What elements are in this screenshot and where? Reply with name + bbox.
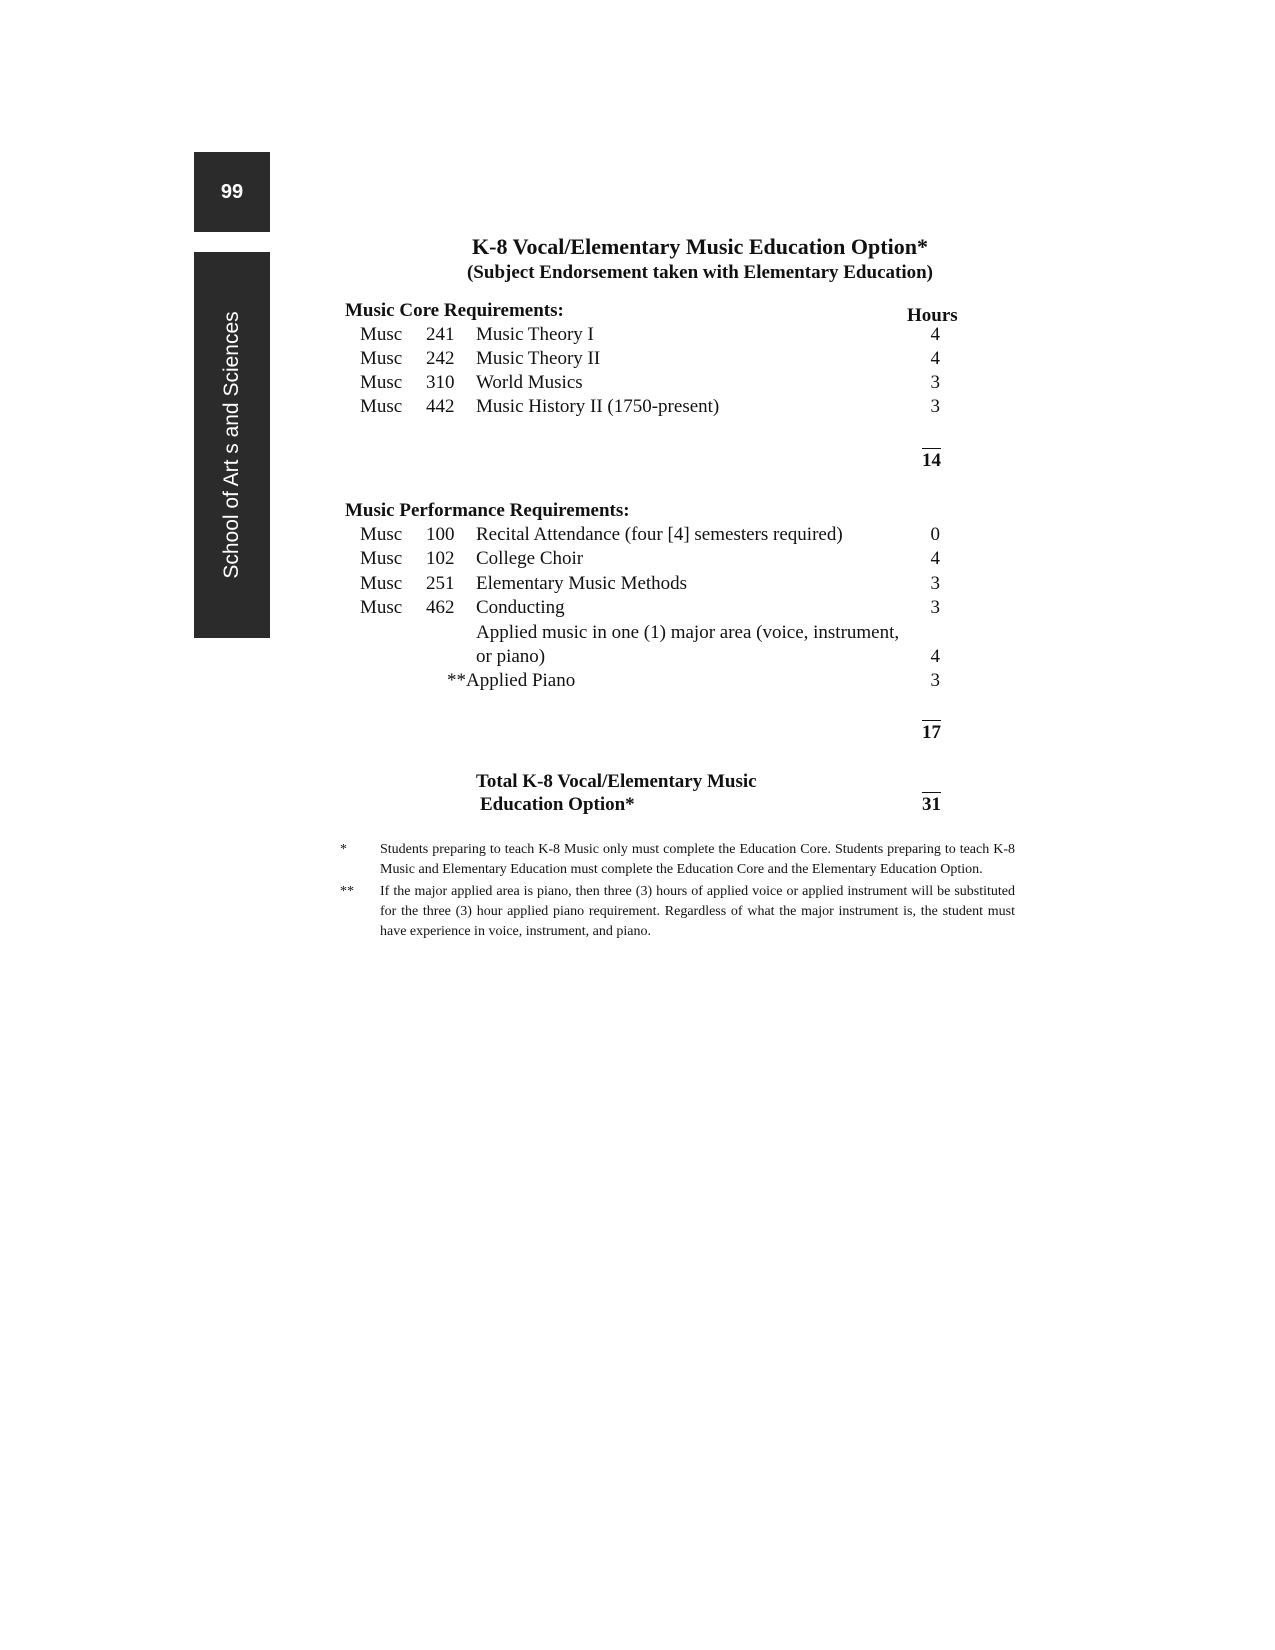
course-name: College Choir [476,548,584,569]
footnote-mark: * [340,842,347,857]
course-row [0,597,1275,621]
course-dept: Musc [360,573,403,594]
course-dept: Musc [360,372,403,393]
course-hours: 3 [930,573,940,594]
course-name: Elementary Music Methods [476,573,688,594]
hours-column-header: Hours [907,305,958,326]
course-number: 310 [426,372,455,393]
course-hours: 3 [930,597,940,618]
course-number: 242 [426,348,455,369]
course-dept: Musc [360,597,403,618]
core-subtotal: 14 [922,450,941,471]
course-dept: Musc [360,348,403,369]
course-dept: Musc [360,548,403,569]
course-dept: Musc [360,396,403,417]
applied-music-line2: or piano) [476,646,546,667]
course-row [0,348,1275,372]
page-title: K-8 Vocal/Elementary Music Education Option* [472,234,928,259]
applied-music-row [0,646,1275,670]
performance-subtotal: 17 [922,722,941,743]
footnote-text: If the major applied area is piano, then three (3) hours of applied voice or applied instrument will be substituted for the three (3) hour applied piano requirement. Regardless of what the major instrument is, the student must have experience in voice, instrument, and piano. [380,884,1015,939]
total-label [476,770,757,816]
applied-piano-row [0,670,1275,694]
footnote-mark: ** [340,884,354,899]
total-hours: 31 [922,794,941,815]
applied-music-hours: 4 [930,646,940,667]
course-number: 462 [426,597,455,618]
section-tab-label: School of Art s and Sciences [220,311,243,579]
course-number: 102 [426,548,455,569]
course-name: Music History II (1750-present) [476,396,720,417]
footnote [340,882,1015,942]
course-name: Recital Attendance (four [4] semesters required) [476,524,843,545]
footnote [340,840,1015,880]
course-hours: 4 [930,348,940,369]
total-label-line2: Education Option* [480,794,635,815]
footnote-text: Students preparing to teach K-8 Music only must complete the Education Core. Students preparing to teach K-8 Music and Elementary Education must complete the Education Core and the Elementary Education Option. [380,842,1015,877]
course-hours: 3 [930,372,940,393]
course-name: Conducting [476,597,565,618]
course-hours: 4 [930,548,940,569]
performance-section-title: Music Performance Requirements: [345,500,630,521]
course-name: World Musics [476,372,583,393]
page-number: 99 [194,152,270,232]
applied-music-line1: Applied music in one (1) major area (voice, instrument, [476,622,900,643]
total-label-line1: Total K-8 Vocal/Elementary Music [476,771,757,792]
course-hours: 3 [930,396,940,417]
course-row [0,324,1275,348]
course-number: 241 [426,324,455,345]
course-dept: Musc [360,524,403,545]
course-row [0,372,1275,396]
course-number: 442 [426,396,455,417]
applied-piano-name: **Applied Piano [447,670,576,691]
course-hours: 0 [930,524,940,545]
footnotes [340,840,1015,944]
applied-piano-hours: 3 [930,670,940,691]
page-subtitle: (Subject Endorsement taken with Elementary Education) [466,262,934,283]
course-name: Music Theory II [476,348,601,369]
course-number: 251 [426,573,455,594]
course-name: Music Theory I [476,324,594,345]
core-section-title: Music Core Requirements: [345,300,564,321]
course-dept: Musc [360,324,403,345]
course-row [0,396,1275,420]
course-row [0,524,1275,548]
course-row [0,573,1275,597]
course-number: 100 [426,524,455,545]
course-row [0,548,1275,572]
course-hours: 4 [930,324,940,345]
